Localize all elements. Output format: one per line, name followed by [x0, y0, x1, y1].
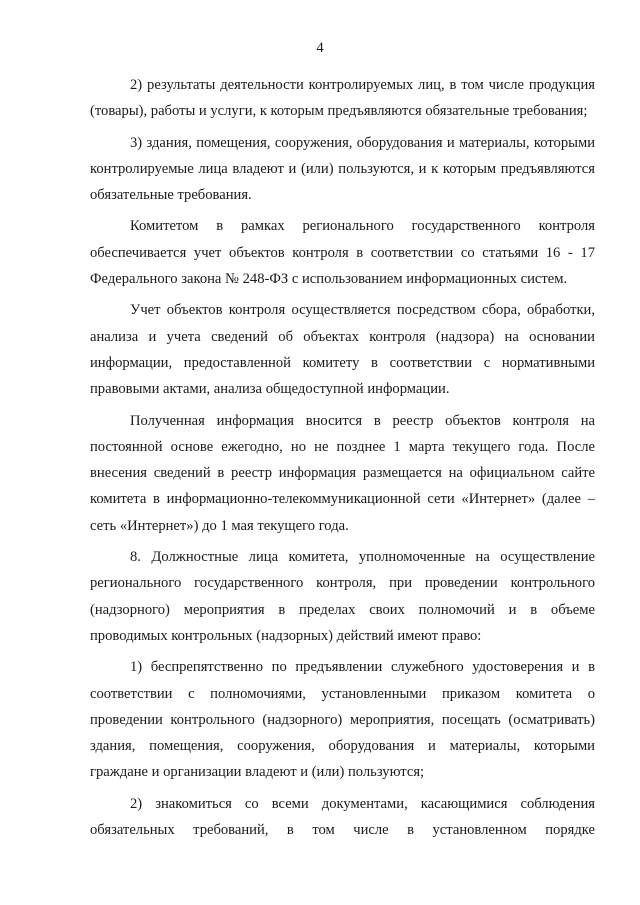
- paragraph-accounting: Комитетом в рамках регионального государственного контроля обеспечивается учет объектов контроля в соответствии со статьями 16 - 17 Федерального закона № 248-ФЗ с использованием информационных систем.: [90, 218, 595, 288]
- paragraph-item-3: 3) здания, помещения, сооружения, оборудования и материалы, которыми контролируемые лица владеют и (или) пользуются, и к которым предъявляются обязательные требования.: [90, 134, 595, 204]
- page-number: 4: [316, 40, 324, 56]
- paragraph-accounting-method: Учет объектов контроля осуществляется посредством сбора, обработки, анализа и учета сведений об объектах контроля (надзора) на основании информации, предоставленной комитету в соответствии с нормативными правовыми актами, анализа общедоступной информации.: [90, 302, 595, 398]
- paragraph-registry: Полученная информация вносится в реестр объектов контроля на постоянной основе ежегодно, но не позднее 1 марта текущего года. После внесения сведений в реестр информация размещается на официальном сайте комитета в информационно-телекоммуникационной сети «Интернет» (далее – сеть «Интернет») до 1 мая текущего года.: [90, 412, 595, 534]
- paragraph-right-1: 1) беспрепятственно по предъявлении служебного удостоверения и в соответствии с полномочиями, установленными приказом комитета о проведении контрольного (надзорного) мероприятия, посещать (осматривать) здания, помещения, сооружения, оборудования и материалы, которыми граждане и организации владеют и (или) пользуются;: [90, 659, 595, 781]
- paragraph-section-8: 8. Должностные лица комитета, уполномоченные на осуществление регионального государственного контроля, при проведении контрольного (надзорного) мероприятия в пределах своих полномочий и в объеме проводимых контрольных (надзорных) действий имеют право:: [90, 549, 595, 644]
- document-body: [90, 72, 595, 843]
- paragraph-item-2: 2) результаты деятельности контролируемых лиц, в том числе продукция (товары), работы и услуги, к которым предъявляются обязательные требования;: [90, 77, 595, 120]
- paragraph-right-2: 2) знакомиться со всеми документами, касающимися соблюдения обязательных требований, в том числе в установленном порядке: [90, 795, 595, 839]
